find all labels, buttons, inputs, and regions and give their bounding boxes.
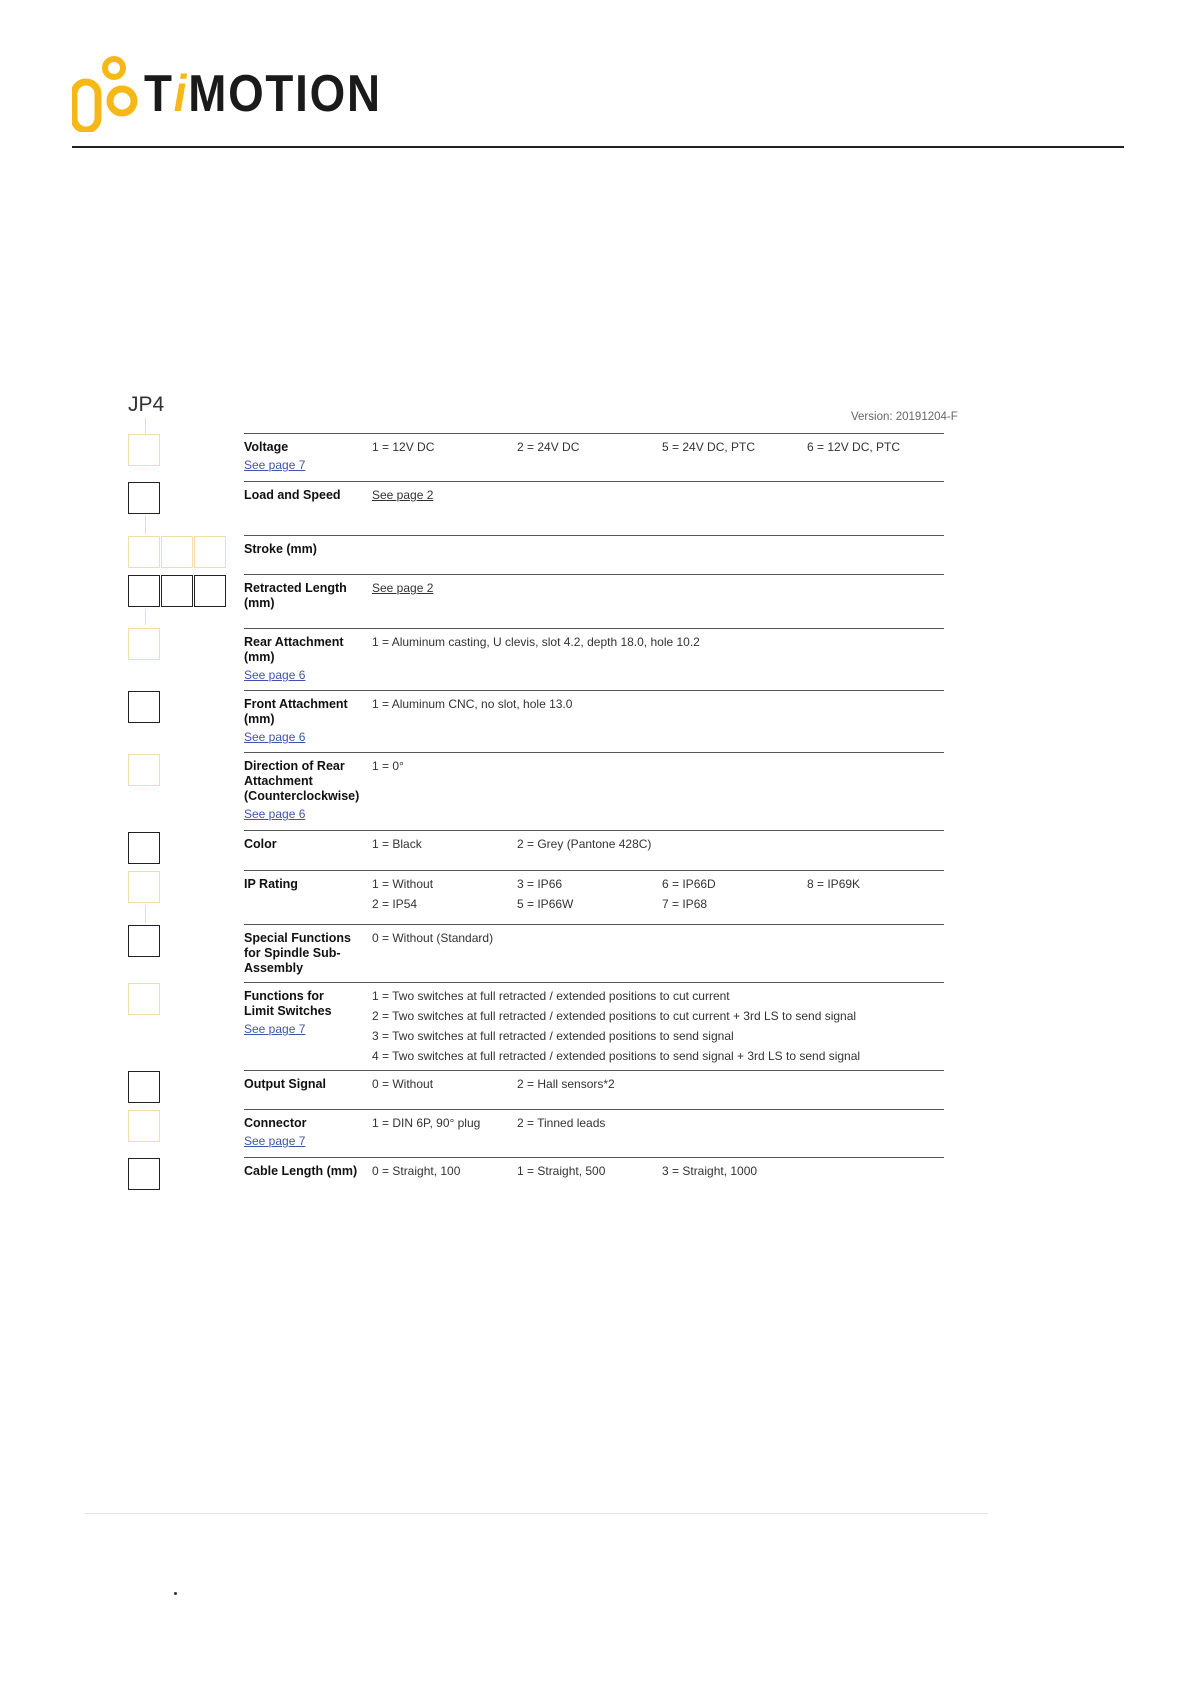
connector-line xyxy=(145,905,146,923)
row-label: IP Rating xyxy=(244,877,298,891)
model-code: JP4 xyxy=(128,393,165,416)
option: 2 = IP54 xyxy=(372,897,418,911)
option: 5 = IP66W xyxy=(517,897,574,911)
logo-circles-icon xyxy=(72,56,138,132)
row-label: Voltage See page 7 xyxy=(244,440,364,473)
see-page-link[interactable]: See page 7 xyxy=(244,1134,306,1148)
option: 2 = Hall sensors*2 xyxy=(517,1077,615,1091)
option: 7 = IP68 xyxy=(662,897,708,911)
row-label: Front Attachment (mm) See page 6 xyxy=(244,697,364,745)
option: 1 = Two switches at full retracted / extended positions to cut current xyxy=(372,989,730,1003)
code-box-retracted-3 xyxy=(194,575,226,607)
option: 6 = 12V DC, PTC xyxy=(807,440,901,454)
row-label: Output Signal xyxy=(244,1077,326,1091)
row-cable-length xyxy=(244,1157,944,1193)
code-box-voltage xyxy=(128,434,160,466)
row-direction xyxy=(244,752,944,830)
option: 1 = Black xyxy=(372,837,422,851)
timotion-logo xyxy=(72,56,414,132)
row-special-functions xyxy=(244,924,944,982)
row-label: Connector See page 7 xyxy=(244,1116,364,1149)
code-box-ip-rating xyxy=(128,871,160,903)
code-box-retracted-2 xyxy=(161,575,193,607)
option: 1 = DIN 6P, 90° plug xyxy=(372,1116,481,1130)
header-divider xyxy=(72,146,1124,148)
row-label: Cable Length (mm) xyxy=(244,1164,358,1178)
code-box-direction xyxy=(128,754,160,786)
row-label: Stroke (mm) xyxy=(244,542,317,556)
see-page-link[interactable]: See page 6 xyxy=(244,668,306,682)
code-box-color xyxy=(128,832,160,864)
option: 0 = Without xyxy=(372,1077,434,1091)
row-load-speed xyxy=(244,481,944,535)
row-ip-rating xyxy=(244,870,944,924)
code-box-cable-length xyxy=(128,1158,160,1190)
footer-divider xyxy=(85,1513,988,1514)
option: 6 = IP66D xyxy=(662,877,716,891)
option: 2 = Two switches at full retracted / extended positions to cut current + 3rd LS to send signal xyxy=(372,1009,857,1023)
row-retracted-length xyxy=(244,574,944,628)
code-box-rear-attachment xyxy=(128,628,160,660)
row-limit-switches xyxy=(244,982,944,1070)
row-label: Special Functions for Spindle Sub-Assembly xyxy=(244,931,351,975)
row-stroke xyxy=(244,535,944,574)
row-label: Retracted Length (mm) xyxy=(244,581,347,610)
row-rear-attachment xyxy=(244,628,944,690)
option: 1 = Without xyxy=(372,877,434,891)
option: 4 = Two switches at full retracted / extended positions to send signal + 3rd LS to send signal xyxy=(372,1049,861,1063)
option: 2 = Grey (Pantone 428C) xyxy=(517,837,652,851)
code-box-special-functions xyxy=(128,925,160,957)
row-output-signal xyxy=(244,1070,944,1109)
row-connector xyxy=(244,1109,944,1157)
see-page-link[interactable]: See page 6 xyxy=(244,807,306,821)
code-box-stroke-3 xyxy=(194,536,226,568)
option: 2 = 24V DC xyxy=(517,440,580,454)
option: 0 = Without (Standard) xyxy=(372,931,494,945)
row-label: Rear Attachment (mm) See page 6 xyxy=(244,635,364,683)
code-box-stroke-2 xyxy=(161,536,193,568)
code-box-stroke-1 xyxy=(128,536,160,568)
option: 2 = Tinned leads xyxy=(517,1116,606,1130)
row-label: Color xyxy=(244,837,277,851)
footer-dot xyxy=(174,1592,177,1595)
code-box-retracted-1 xyxy=(128,575,160,607)
row-color xyxy=(244,830,944,870)
code-box-front-attachment xyxy=(128,691,160,723)
row-label: Load and Speed xyxy=(244,488,341,502)
see-page-link[interactable]: See page 7 xyxy=(244,458,306,472)
row-label: Functions for Limit Switches See page 7 xyxy=(244,989,344,1037)
code-box-connector xyxy=(128,1110,160,1142)
see-page-link[interactable]: See page 7 xyxy=(244,1022,306,1036)
version-label: Version: 20191204-F xyxy=(851,411,958,423)
row-front-attachment xyxy=(244,690,944,752)
brand-wordmark: TiMOTION xyxy=(144,65,382,123)
code-box-output-signal xyxy=(128,1071,160,1103)
option: 0 = Straight, 100 xyxy=(372,1164,461,1178)
option: 5 = 24V DC, PTC xyxy=(662,440,756,454)
connector-line xyxy=(145,609,146,625)
option: 8 = IP69K xyxy=(807,877,861,891)
option: 1 = Aluminum casting, U clevis, slot 4.2, depth 18.0, hole 10.2 xyxy=(372,635,700,649)
option: 1 = 0° xyxy=(372,759,404,773)
row-voltage xyxy=(244,433,944,481)
code-box-load-speed xyxy=(128,482,160,514)
see-page-link[interactable]: See page 2 xyxy=(372,581,434,595)
option: 3 = Two switches at full retracted / extended positions to send signal xyxy=(372,1029,734,1043)
option: 1 = Aluminum CNC, no slot, hole 13.0 xyxy=(372,697,573,711)
code-box-limit-switches xyxy=(128,983,160,1015)
option: 3 = Straight, 1000 xyxy=(662,1164,758,1178)
row-label: Direction of Rear Attachment (Counterclockwise) See page 6 xyxy=(244,759,372,822)
see-page-link[interactable]: See page 6 xyxy=(244,730,306,744)
option: 1 = 12V DC xyxy=(372,440,435,454)
option: 1 = Straight, 500 xyxy=(517,1164,606,1178)
connector-line xyxy=(145,516,146,534)
see-page-link[interactable]: See page 2 xyxy=(372,488,434,502)
option: 3 = IP66 xyxy=(517,877,563,891)
connector-line xyxy=(145,418,146,434)
